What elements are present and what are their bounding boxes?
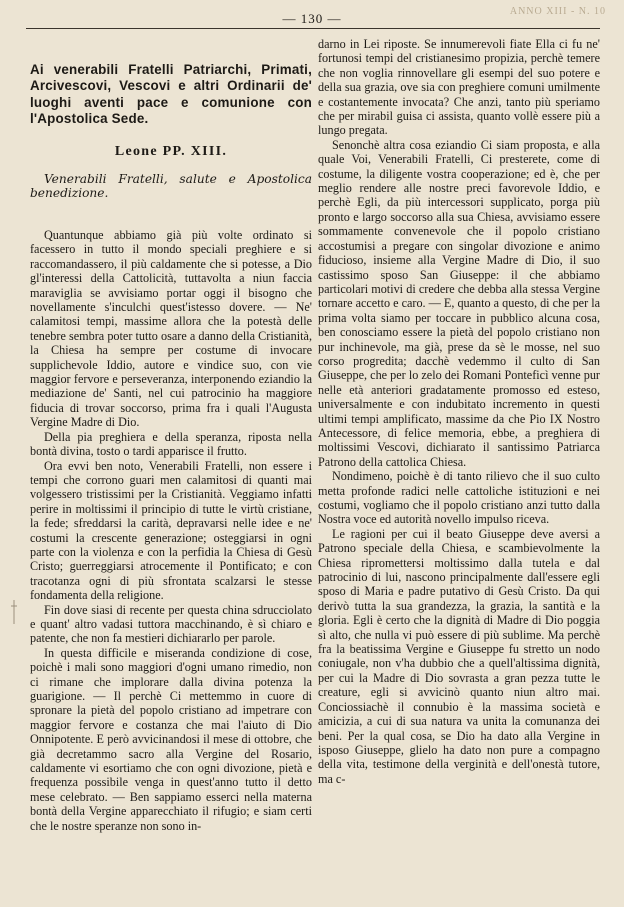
margin-annotation-mark (10, 600, 18, 624)
paragraph: Della pia preghiera e della speranza, riposta nella bontà divina, tosto o tardi apparisce il frutto. (30, 429, 312, 459)
right-column (318, 37, 600, 902)
paragraph: darno in Lei riposte. Se innumerevoli fiate Ella ci fu ne' fortunosi tempi del cristianesimo propizia, perchè temere che non voglia rinnovellare gli esempi del suo potere e della sua grazia, ove sia con preghiere comuni umilmente e costantemente invocata? Che anzi, tanto più speriamo che per mirabil guisa ci assista, quanto vollè essere più a lungo pregata. (318, 37, 600, 138)
letter-salutation: Venerabili Fratelli, salute e Apostolica benedizione. (30, 171, 312, 201)
page-number: — 130 — (282, 11, 342, 26)
paragraph: Fin dove siasi di recente per questa china sdrucciolato e quant' altro vadasi tuttora macchinando, è sì chiaro e patente, che non fa mestieri dichiararlo per parole. (30, 602, 312, 646)
left-column (30, 228, 312, 904)
letter-author: Leone PP. XIII. (114, 143, 228, 159)
paragraph: Ora evvi ben noto, Venerabili Fratelli, non essere i tempi che corrono guari men calamitosi di quanti mai volgessero tristissimi per la Cristianità. Veggiamo infatti perire in moltissimi il principio di tutte le virtù cristiane, la fede; sfreddarsi la carità, depravarsi nelle idee e ne' costumi la crescente generazione; osteggiarsi in ogni parte con la violenza e con la perfidia la Chiesa di Gesù Cristo; guerreggiarsi atrocemente il Pontificato; e con tracotanza ogni di più sfrontata scalzarsi le stesse fondamenta della religione. (30, 458, 312, 603)
paragraph: Senonchè altra cosa eziandio Ci siam proposta, e alla quale Voi, Venerabili Fratelli, Ci presterete, come di costume, la diligente vostra cooperazione; ed è, che per meglio rendere alle nostre preci favorevole Iddio, e perchè Egli, da più intercessori supplicato, porga più pronto e largo soccorso alla sua Chiesa, avvisiamo essere sommamente convenevole che il popolo cristiano accostumisi a pregare con singolar divozione e animo fiducioso, insieme alla Vergine Madre di Dio, il suo castissimo sposo San Giuseppe: il che abbiamo particolari motivi di credere che debba alla stessa Vergine tornare accetto e caro. — E, quanto a questo, di che per la prima volta siamo per toccare in pubblico alcuna cosa, ben conosciamo essere la pietà del popolo cristiano non pur inchinevole, ma già, prese da sè le mosse, nel suo corso progredita; dacchè vedemmo il culto di San Giuseppe, che per lo zelo dei Romani Ponteficì venne pur nelle età anteriori gradatamente promosso ed esteso, universalmente e con indubitato incremento in questi ultimi tempi amplificato, massime da che Pio IX Nostro Antecessore, di felice memoria, ebbe, a preghiera di moltissimi Vescovi, dichiarato il santissimo Patriarca Patrono della cattolica Chiesa. (318, 137, 600, 469)
paragraph: In questa difficile e miseranda condizione di cose, poichè i mali sono maggiori d'ogni umano rimedio, non ci rimane che implorare dalla divina potenza la guarigione. — Il perchè Ci mettemmo in cuore di spronare la pietà del popolo cristiano ad impetrare con maggior fervore e costanza che mai l'aiuto di Dio Onnipotente. E però avvicinandosi il mese di ottobre, che già decretammo sacro alla Vergine del Rosario, caldamente vi esortiamo che con ogni divozione, pietà e frequenza possibile venga in quest'anno tutto il detto mese celebrato. — Ben sappiamo esserci nella materna bontà della Vergine apparecchiato il rifugio; e siam certi che le nostre speranze non sono in- (30, 645, 312, 833)
bleed-through-text: ANNO XIII - N. 10 (509, 6, 606, 17)
letter-heading (30, 62, 312, 208)
header-rule (26, 28, 600, 29)
paragraph: Nondimeno, poichè è di tanto rilievo che il suo culto metta profonde radici nelle cattoliche istituzioni e nei costumi, vogliamo che il popolo cristiano anzi tutto dalla Nostra voce ed autorità novello impulso riceva. (318, 469, 600, 527)
letter-title: Ai venerabili Fratelli Patriarchi, Primati, Arcivescovi, Vescovi e altri Ordinarii de' luoghi aventi pace e comunione con l'Apostolica Sede. (30, 62, 312, 127)
paragraph: Quantunque abbiamo già più volte ordinato si facessero in tutto il mondo speciali preghiere e si raccomandassero, il più caldamente che si potesse, a Dio gl'interessi della Cattolicità, tuttavolta a niun faccia maraviglia se avvisiamo portar oggi il bisogno che novellamente s'inculchi quest'istesso dovere. — Ne' calamitosi tempi, massime allora che la potestà delle tenebre sembra poter tutto osare a danno della Cristianità, la Chiesa ha sempre per costume di invocare supplichevole Iddio, autore e vindice suo, con vie maggior fervore e perseveranza, interponendo eziandio la mediazione de' Santi, nel cui patrocinio ha maggiore fiducia di trovar soccorso, prima fra i quali l'Augusta Vergine Madre di Dio. (30, 228, 312, 430)
paragraph: Le ragioni per cui il beato Giuseppe deve aversi a Patrono speciale della Chiesa, e scambievolmente la Chiesa ripromettersi moltissimo dalla tutela e dal patrocinio di lui, nascono principalmente dall'essere egli sposo di Maria e padre putativo di Gesù Cristo. Da qui derivò tutta la sua grandezza, la grazia, la santità e la gloria. Egli è certo che la dignità di Madre di Dio poggia sì alto, che nulla vi può essere di più sublime. Ma perchè fra la beatissima Vergine e Giuseppe fu stretto un nodo coniugale, non v'ha dubbio che a quell'altissima dignità, per cui la Madre di Dio sovrasta a gran pezza tutte le creature, egli si avvicinò quanto niun altro mai. Conciossiachè il connubio è la massima società e amicizia, a cui di sua natura va unita la comunanza dei beni. Per la qual cosa, se Dio ha dato alla Vergine in isposo Giuseppe, glielo ha dato non pure a compagno della vita, testimone della verginità e dell'onestà tutore, ma c- (318, 526, 600, 786)
